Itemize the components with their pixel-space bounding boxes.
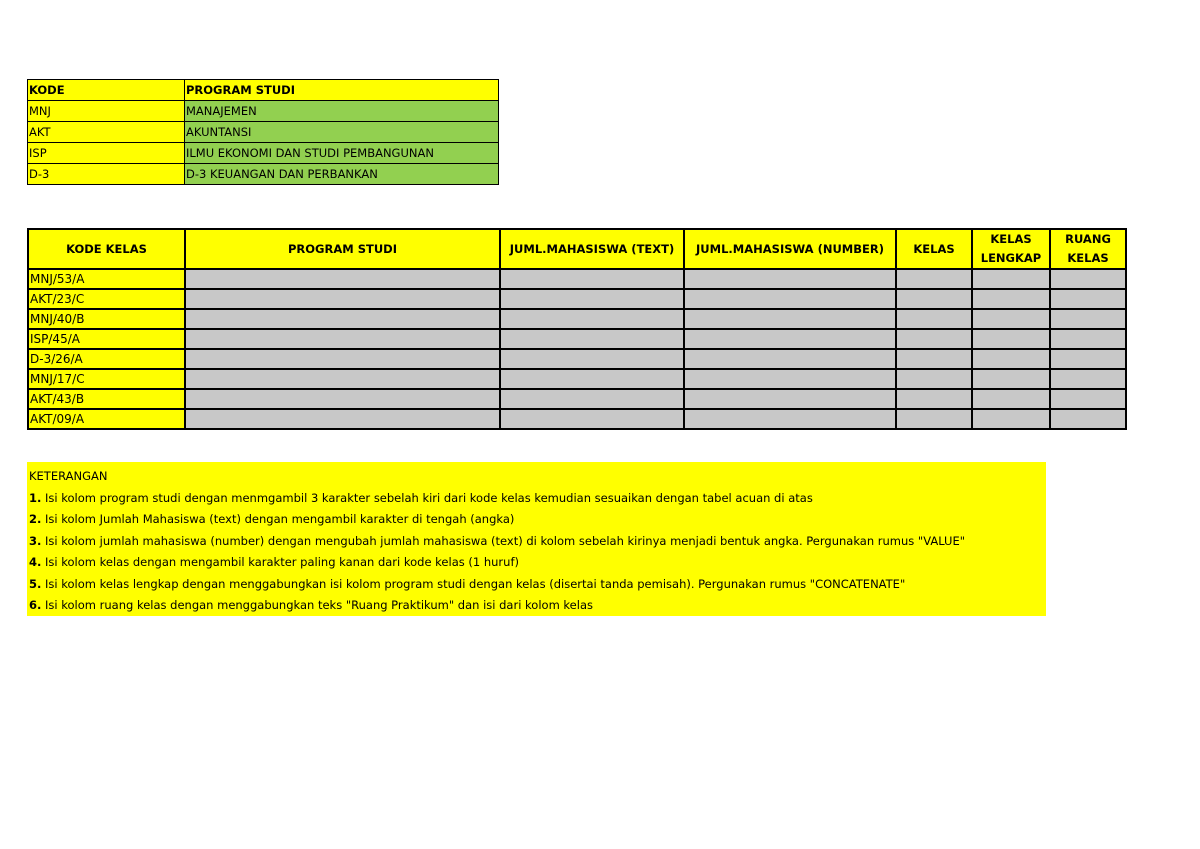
program-studi-cell[interactable] [185, 309, 500, 329]
kelas-lengkap-cell[interactable] [972, 369, 1050, 389]
note-text: Isi kolom jumlah mahasiswa (number) dengan mengubah jumlah mahasiswa (text) di kolom sebelah kirinya menjadi bentuk angka. Pergunakan rumus "VALUE" [41, 533, 966, 548]
kelas-cell[interactable] [896, 329, 972, 349]
kelas-cell[interactable] [896, 309, 972, 329]
header-kode[interactable]: KODE [28, 80, 185, 101]
jumlah-text-cell[interactable] [500, 269, 684, 289]
note-number: 1. [29, 490, 42, 505]
reference-header-row [28, 80, 499, 101]
table-row [28, 101, 499, 122]
jumlah-number-cell[interactable] [684, 369, 896, 389]
note-text: Isi kolom Jumlah Mahasiswa (text) dengan mengambil karakter di tengah (angka) [41, 512, 515, 526]
kode-kelas-cell[interactable]: AKT/23/C [28, 289, 185, 309]
program-studi-cell[interactable] [185, 389, 500, 409]
jumlah-text-cell[interactable] [500, 409, 684, 429]
header-jumlah-number[interactable]: JUML.MAHASISWA (NUMBER) [684, 229, 896, 269]
table-row [28, 143, 499, 164]
header-kelas-lengkap[interactable]: KELAS LENGKAP [972, 229, 1050, 269]
program-cell[interactable]: AKUNTANSI [185, 122, 499, 143]
jumlah-number-cell[interactable] [684, 289, 896, 309]
program-studi-cell[interactable] [185, 409, 500, 429]
ruang-kelas-cell[interactable] [1050, 329, 1126, 349]
program-studi-cell[interactable] [185, 349, 500, 369]
jumlah-number-cell[interactable] [684, 309, 896, 329]
notes-box [27, 462, 1046, 616]
ruang-kelas-cell[interactable] [1050, 269, 1126, 289]
table-row [28, 269, 1126, 289]
kelas-cell[interactable] [896, 349, 972, 369]
kode-kelas-cell[interactable]: AKT/09/A [28, 409, 185, 429]
table-row [28, 289, 1126, 309]
header-kode-kelas[interactable]: KODE KELAS [28, 229, 185, 269]
jumlah-text-cell[interactable] [500, 329, 684, 349]
ruang-kelas-cell[interactable] [1050, 369, 1126, 389]
kelas-cell[interactable] [896, 269, 972, 289]
kelas-cell[interactable] [896, 409, 972, 429]
ruang-kelas-cell[interactable] [1050, 289, 1126, 309]
kelas-lengkap-cell[interactable] [972, 269, 1050, 289]
note-text: Isi kolom kelas dengan mengambil karakter paling kanan dari kode kelas (1 huruf) [41, 555, 519, 569]
program-studi-cell[interactable] [185, 369, 500, 389]
table-row [28, 122, 499, 143]
kode-cell[interactable]: D-3 [28, 164, 185, 185]
ruang-kelas-cell[interactable] [1050, 309, 1126, 329]
program-cell[interactable]: D-3 KEUANGAN DAN PERBANKAN [185, 164, 499, 185]
kode-kelas-cell[interactable]: ISP/45/A [28, 329, 185, 349]
note-text: Isi kolom program studi dengan menmgambil 3 karakter sebelah kiri dari kode kelas kemudian sesuaikan dengan tabel acuan di atas [41, 490, 813, 505]
kode-kelas-cell[interactable]: MNJ/17/C [28, 369, 185, 389]
table-row [28, 164, 499, 185]
kode-kelas-cell[interactable]: MNJ/40/B [28, 309, 185, 329]
kelas-lengkap-cell[interactable] [972, 329, 1050, 349]
jumlah-text-cell[interactable] [500, 289, 684, 309]
note-item-6 [29, 595, 1044, 617]
kelas-cell[interactable] [896, 369, 972, 389]
kode-kelas-cell[interactable]: MNJ/53/A [28, 269, 185, 289]
kode-cell[interactable]: AKT [28, 122, 185, 143]
jumlah-number-cell[interactable] [684, 349, 896, 369]
main-table [27, 228, 1127, 430]
jumlah-text-cell[interactable] [500, 369, 684, 389]
ruang-kelas-cell[interactable] [1050, 349, 1126, 369]
jumlah-number-cell[interactable] [684, 409, 896, 429]
note-number: 2. [29, 512, 42, 526]
table-row [28, 389, 1126, 409]
note-number: 4. [29, 555, 42, 569]
jumlah-text-cell[interactable] [500, 389, 684, 409]
program-cell[interactable]: ILMU EKONOMI DAN STUDI PEMBANGUNAN [185, 143, 499, 164]
notes-title: KETERANGAN [29, 469, 108, 483]
note-item-1 [29, 488, 1044, 510]
program-studi-cell[interactable] [185, 329, 500, 349]
note-number: 3. [29, 533, 42, 548]
jumlah-text-cell[interactable] [500, 349, 684, 369]
ruang-kelas-cell[interactable] [1050, 389, 1126, 409]
program-cell[interactable]: MANAJEMEN [185, 101, 499, 122]
kelas-lengkap-cell[interactable] [972, 309, 1050, 329]
program-studi-cell[interactable] [185, 289, 500, 309]
note-text: Isi kolom kelas lengkap dengan menggabungkan isi kolom program studi dengan kelas (disertai tanda pemisah). Pergunakan rumus "CONCATENATE" [41, 576, 906, 591]
header-jumlah-text[interactable]: JUML.MAHASISWA (TEXT) [500, 229, 684, 269]
kode-kelas-cell[interactable]: AKT/43/B [28, 389, 185, 409]
note-item-2 [29, 509, 1044, 531]
table-row [28, 369, 1126, 389]
jumlah-number-cell[interactable] [684, 329, 896, 349]
kelas-lengkap-cell[interactable] [972, 389, 1050, 409]
kode-cell[interactable]: MNJ [28, 101, 185, 122]
kelas-cell[interactable] [896, 389, 972, 409]
kelas-cell[interactable] [896, 289, 972, 309]
program-studi-cell[interactable] [185, 269, 500, 289]
header-program-studi[interactable]: PROGRAM STUDI [185, 229, 500, 269]
note-item-5 [29, 574, 1044, 596]
table-row [28, 329, 1126, 349]
jumlah-text-cell[interactable] [500, 309, 684, 329]
kelas-lengkap-cell[interactable] [972, 349, 1050, 369]
reference-table [27, 79, 499, 185]
kode-cell[interactable]: ISP [28, 143, 185, 164]
note-item-4 [29, 552, 1044, 574]
header-ruang-kelas[interactable]: RUANG KELAS [1050, 229, 1126, 269]
ruang-kelas-cell[interactable] [1050, 409, 1126, 429]
table-row [28, 309, 1126, 329]
note-number: 6. [29, 598, 42, 612]
note-number: 5. [29, 576, 42, 591]
table-row [28, 349, 1126, 369]
main-header-row [28, 229, 1126, 269]
jumlah-number-cell[interactable] [684, 389, 896, 409]
kelas-lengkap-cell[interactable] [972, 289, 1050, 309]
jumlah-number-cell[interactable] [684, 269, 896, 289]
table-row [28, 409, 1126, 429]
header-kelas[interactable]: KELAS [896, 229, 972, 269]
kode-kelas-cell[interactable]: D-3/26/A [28, 349, 185, 369]
header-program-studi[interactable]: PROGRAM STUDI [185, 80, 499, 101]
note-item-3 [29, 531, 1044, 553]
kelas-lengkap-cell[interactable] [972, 409, 1050, 429]
note-text: Isi kolom ruang kelas dengan menggabungkan teks "Ruang Praktikum" dan isi dari kolom kelas [41, 598, 593, 612]
